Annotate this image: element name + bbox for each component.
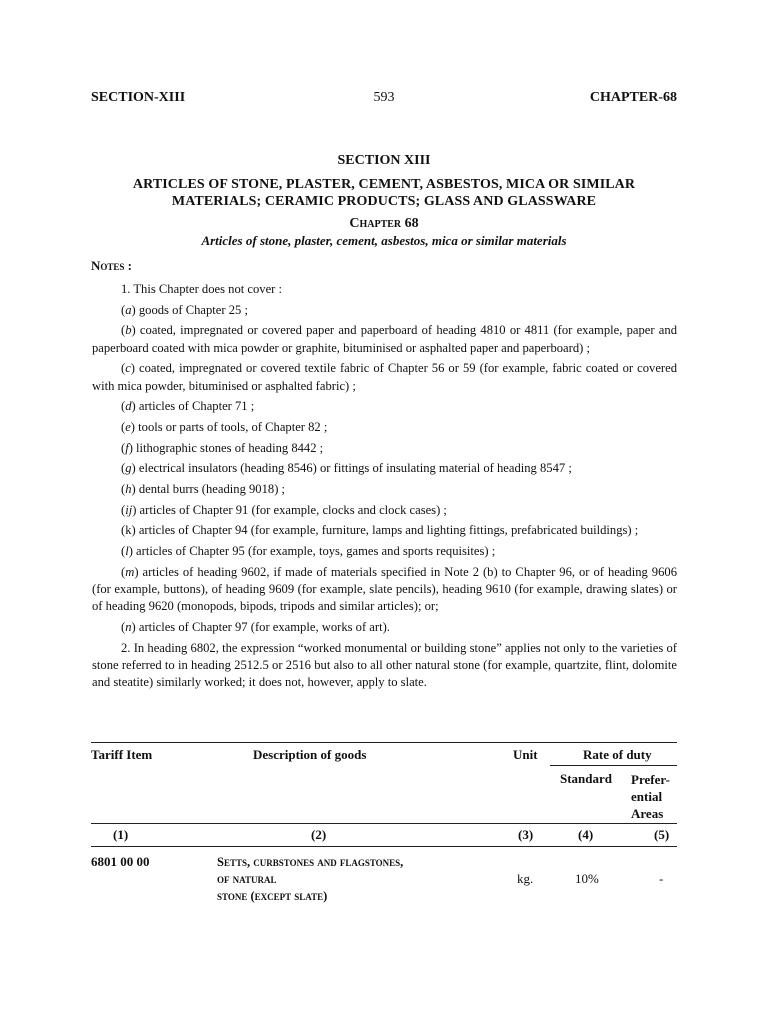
colnum-2: (2) — [311, 827, 327, 842]
colnum-4: (4) — [578, 827, 594, 842]
table-row-preferential: - — [659, 871, 664, 886]
description-line2: of natural — [217, 872, 277, 886]
header-standard: Standard — [560, 771, 613, 786]
section-title: SECTION XIII — [337, 153, 431, 168]
note-item: (ij) articles of Chapter 91 (for example, clocks and clock cases) ; — [121, 502, 447, 517]
note-item-letter: m — [125, 564, 135, 579]
running-header — [91, 90, 677, 110]
note-item-letter: c — [125, 361, 131, 376]
note-item: (d) articles of Chapter 71 ; — [121, 399, 255, 414]
table-row-standard: 10% — [575, 871, 599, 886]
note-item-letter: g — [125, 461, 132, 476]
note-item: (a) goods of Chapter 25 ; — [121, 302, 248, 317]
note-item-text: dental burrs (heading 9018) ; — [135, 482, 286, 497]
note-item-letter: h — [125, 482, 132, 497]
note-item: (b) coated, impregnated or covered paper and paperboard of heading 4810 or 4811 (for example, paper and paperboard coated with mica powder or graphite, bituminised or asphalted paper and paperboard) ; — [92, 323, 677, 355]
note-item-letter: f — [125, 440, 129, 455]
note-item-text: articles of Chapter 95 (for example, toys, games and sports requisites) ; — [132, 544, 496, 559]
table-top-rule — [91, 742, 677, 743]
note-item-text: goods of Chapter 25 ; — [135, 302, 248, 317]
colnum-1: (1) — [113, 827, 129, 842]
note-item: (e) tools or parts of tools, of Chapter 82 ; — [121, 419, 328, 434]
note-item: (h) dental burrs (heading 9018) ; — [121, 482, 286, 497]
note-item-text: coated, impregnated or covered paper and paperboard of heading 4810 or 4811 (for example, paper and paperboard coated with mica powder or graphite, bituminised or asphalted paper and paperboard) ; — [92, 323, 677, 355]
note-item-letter: l — [125, 544, 129, 559]
header-tariff-item: Tariff Item — [91, 747, 153, 762]
page-number: 593 — [373, 90, 395, 105]
colnum-5: (5) — [654, 827, 670, 842]
note-item-letter: e — [125, 419, 131, 434]
note-2: 2. In heading 6802, the expression “worked monumental or building stone” applies not only to the varieties of stone referred to in heading 2512.5 or 2516 but also to all other natural stone (for example, quartzite, flint, dolomite and steatite) similarly worked; it does not, however, apply to slate. — [92, 640, 677, 690]
note-item-text: (k) articles of Chapter 94 (for example, furniture, lamps and lighting fittings, prefabricated buildings) ; — [121, 523, 639, 538]
note-item-text: electrical insulators (heading 8546) or fittings of insulating material of heading 8547 ; — [135, 461, 572, 476]
note-item-letter: b — [125, 323, 132, 338]
note-item: (l) articles of Chapter 95 (for example, toys, games and sports requisites) ; — [121, 544, 496, 559]
colnum-3: (3) — [518, 827, 534, 842]
rate-of-duty-rule — [550, 765, 677, 766]
note-item-letter: d — [125, 399, 132, 414]
description-line3: stone (except slate) — [217, 889, 328, 903]
header-description: Description of goods — [253, 747, 367, 762]
header-preferential-line3: Areas — [631, 806, 664, 821]
note-1-items — [92, 302, 677, 636]
header-section: SECTION-XIII — [91, 90, 186, 105]
note-item-letter: ij — [125, 502, 133, 517]
note-item-letter: a — [125, 302, 132, 317]
note-item: (n) articles of Chapter 97 (for example, works of art). — [121, 619, 390, 634]
note-item-text: coated, impregnated or covered textile fabric of Chapter 56 or 59 (for example, fabric coated or covered with mica powder, bituminised or asphalted fabric) ; — [92, 361, 677, 393]
note-item-text: lithographic stones of heading 8442 ; — [132, 440, 324, 455]
colnum-bottom-rule — [91, 846, 677, 847]
header-chapter: CHAPTER-68 — [589, 90, 677, 105]
note-item-text: articles of Chapter 71 ; — [135, 399, 255, 414]
notes-body — [92, 281, 677, 695]
note-item — [92, 522, 677, 539]
note-item: (g) electrical insulators (heading 8546) or fittings of insulating material of heading 8547 ; — [121, 461, 572, 476]
header-preferential-line2: ential — [631, 789, 663, 804]
chapter-title: Chapter 68 — [349, 216, 419, 231]
note-item: (f) lithographic stones of heading 8442 ; — [121, 440, 324, 455]
note-item-text: tools or parts of tools, of Chapter 82 ; — [135, 419, 328, 434]
header-preferential-line1: Prefer- — [631, 772, 670, 787]
note-1-intro: 1. This Chapter does not cover : — [121, 282, 283, 296]
header-unit: Unit — [513, 747, 538, 762]
table-row-tariff-item: 6801 00 00 — [91, 854, 150, 869]
note-item: (m) articles of heading 9602, if made of materials specified in Note 2 (b) to Chapter 96, or of heading 9606 (for example, buttons), of heading 9609 (for example, slate pencils), heading 9610 (for example, drawing slates) or of heading 9620 (monopods, bipods, tripods and similar articles); or; — [92, 564, 677, 614]
chapter-subtitle: Articles of stone, plaster, cement, asbestos, mica or similar materials — [201, 233, 567, 248]
note-item-text: articles of Chapter 91 (for example, clocks and clock cases) ; — [136, 502, 447, 517]
note-item-text: articles of Chapter 97 (for example, works of art). — [135, 619, 390, 634]
header-bottom-rule — [91, 823, 677, 824]
table-row-unit: kg. — [517, 871, 534, 886]
note-item-text: articles of heading 9602, if made of materials specified in Note 2 (b) to Chapter 96, or of heading 9606 (for example, buttons), of heading 9609 (for example, slate pencils), heading 9610 (for example, drawing slates) or of heading 9620 (monopods, bipods, tripods and similar articles); or; — [92, 564, 677, 614]
notes-label: Notes : — [91, 258, 132, 273]
section-subtitle: ARTICLES OF STONE, PLASTER, CEMENT, ASBESTOS, MICA OR SIMILAR MATERIALS; CERAMIC PRODUCTS; GLASS AND GLASSWARE — [132, 177, 636, 209]
note-item-letter: n — [125, 619, 132, 634]
description-line1: Setts, curbstones and flagstones, — [217, 855, 404, 869]
note-item: (c) coated, impregnated or covered textile fabric of Chapter 56 or 59 (for example, fabric coated or covered with mica powder, bituminised or asphalted fabric) ; — [92, 361, 677, 393]
table-row-description — [217, 854, 403, 905]
header-preferential — [631, 771, 670, 822]
header-rate-of-duty: Rate of duty — [583, 747, 652, 762]
